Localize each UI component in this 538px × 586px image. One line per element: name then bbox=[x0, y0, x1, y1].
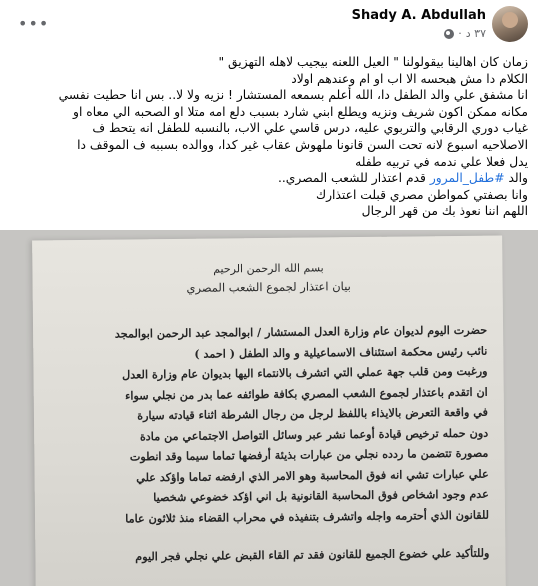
document-line: ان اتقدم باعتذار لجموع الشعب المصري بكافة طوائفه عما بدر من نجلي سواء bbox=[124, 384, 488, 403]
document-line: للقانون الذي أحترمه واجله واتشرف بتنفيذه في محراب القضاء منذ ثلاثون عاما bbox=[125, 507, 490, 526]
post-line: مكانه ممكن اكون شريف ونزيه ويطلع ابني شارد بسبب دلع امه متلا او الصحبه الي معاه او bbox=[73, 104, 528, 119]
document-line: حضرت اليوم لديوان عام وزارة العدل المستشار / ابوالمجد عبد الرحمن ابوالمجد bbox=[114, 322, 488, 341]
post-line: الاصلاحيه اسبوع لانه تحت السن قانونا ملهوش عقاب غير كدا، ووالده بسببه ف الموقف دا bbox=[77, 137, 528, 152]
globe-icon[interactable] bbox=[444, 29, 454, 39]
document-line: نائب رئيس محكمة استئناف الاسماعيلية و والد الطفل ( احمد ) bbox=[194, 343, 488, 361]
author-name[interactable]: Shady A. Abdullah bbox=[351, 8, 486, 23]
post-text bbox=[8, 54, 528, 220]
avatar[interactable] bbox=[492, 6, 528, 42]
more-options-icon[interactable]: ••• bbox=[18, 14, 50, 33]
post-line: زمان كان اهالينا بيقولولنا " العيل اللعنه بيجيب لاهله التهزيق " bbox=[218, 55, 528, 69]
document-line: في واقعة التعرض بالايذاء باللفظ لرجل من رجال الشرطة اثناء قيادته سيارة bbox=[137, 404, 489, 423]
post-line: وانا بصفتي كمواطن مصري قبلت اعتذارك bbox=[315, 187, 528, 202]
document-line: ورغبت ومن قلب جهة عملي التي اتشرف بالانتماء اليها بديوان عام وزارة العدل bbox=[122, 363, 488, 382]
post-header bbox=[0, 0, 538, 52]
post-photo[interactable] bbox=[0, 230, 538, 586]
document-line: دون حمله ترخيص قيادة أوعما نشر عبر وسائل التواصل الاجتماعي من مادة bbox=[139, 425, 489, 443]
hashtag-link[interactable]: #طفل_المرور bbox=[429, 171, 505, 186]
document-body bbox=[51, 320, 490, 568]
post-line: غياب دوري الرقابي والتربوي عليه، درس قاسي علي الاب، بالنسبه للطفل انه يتحط ف bbox=[92, 121, 528, 136]
post-line: الكلام دا مش هبحسه الا اب او ام وعندهم اولاد bbox=[291, 71, 528, 86]
document-line: عدم وجود اشخاص فوق المحاسبة القانونية بل اني اؤكد خضوعي شخصيا bbox=[153, 486, 489, 505]
document-line: علي عبارات تشي انه فوق المحاسبة وهو الامر الذي ارفضه تماما واؤكد علي bbox=[136, 466, 489, 484]
hashtag-suffix: قدم اعتذار للشعب المصري.. bbox=[277, 171, 430, 186]
meta-separator: · bbox=[458, 27, 462, 40]
hashtag-prefix: والد bbox=[504, 171, 528, 186]
post-line: انا مشفق علي والد الطفل دا، الله أعلم بسمعه المستشار ! نزيه ولا لا.. بس انا حطيت نفسي bbox=[58, 88, 528, 103]
document-line: مصورة تتضمن ما ردده نجلي من عبارات بذيئة أرفضها تماما سيما وقد انطوت bbox=[129, 445, 489, 464]
post-line-hashtag bbox=[8, 170, 528, 187]
post-timestamp[interactable]: ٣٧ د bbox=[465, 27, 486, 40]
document-basmala: بسم الله الرحمن الرحيم bbox=[213, 261, 324, 276]
post-line: اللهم اننا نعوذ بك من قهر الرجال bbox=[361, 204, 528, 219]
document bbox=[50, 260, 489, 568]
author-block bbox=[186, 8, 486, 40]
post-meta bbox=[186, 27, 486, 40]
post-line: يدل فعلا علي ندمه في تربيه طفله bbox=[355, 154, 528, 169]
document-paper bbox=[32, 236, 506, 586]
document-title: بيان اعتذار لجموع الشعب المصري bbox=[186, 279, 351, 295]
document-line: وللتأكيد علي خضوع الجميع للقانون فقد تم القاء القبض علي نجلي فجر اليوم bbox=[135, 545, 490, 564]
